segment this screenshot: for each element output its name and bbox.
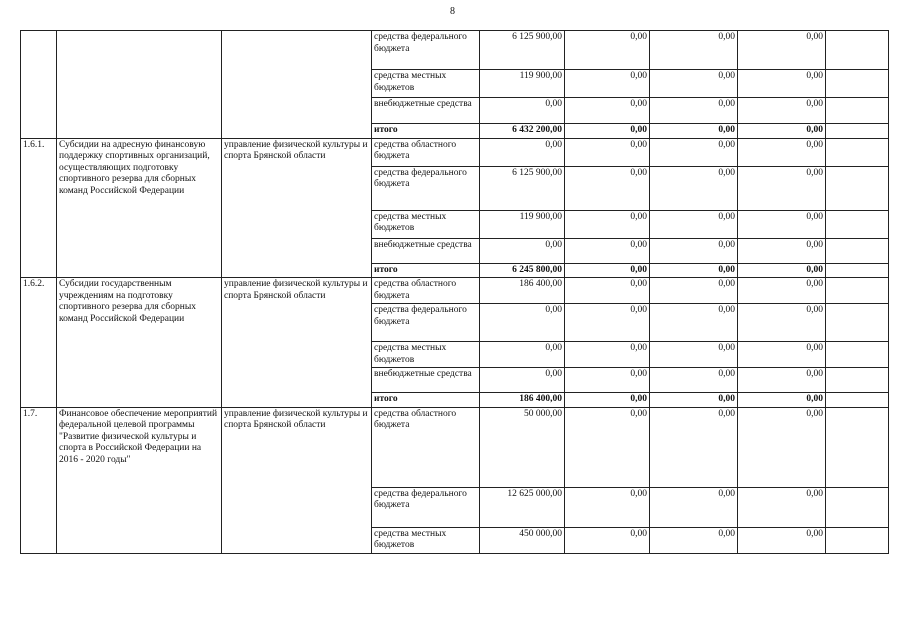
- item-number: 1.6.1.: [21, 138, 57, 278]
- amount-cell: 0,00: [480, 304, 565, 342]
- table-row: [21, 31, 889, 70]
- amount-cell: 6 125 900,00: [480, 166, 565, 210]
- amount-cell: 0,00: [738, 98, 826, 124]
- blank-cell: [826, 210, 889, 238]
- item-number: 1.6.2.: [21, 278, 57, 408]
- blank-cell: [826, 166, 889, 210]
- amount-cell: 450 000,00: [480, 527, 565, 553]
- amount-cell: 0,00: [480, 138, 565, 166]
- amount-cell: 0,00: [650, 210, 738, 238]
- amount-cell: 0,00: [738, 31, 826, 70]
- funding-source: средства федерального бюджета: [372, 304, 480, 342]
- blank-cell: [826, 70, 889, 98]
- amount-cell: 0,00: [480, 98, 565, 124]
- blank-cell: [826, 527, 889, 553]
- amount-cell: 0,00: [565, 407, 650, 487]
- blank-cell: [826, 138, 889, 166]
- amount-cell: 0,00: [480, 368, 565, 393]
- amount-cell: 0,00: [565, 70, 650, 98]
- amount-cell: 0,00: [565, 31, 650, 70]
- amount-cell: 0,00: [650, 368, 738, 393]
- funding-source: средства местных бюджетов: [372, 527, 480, 553]
- blank-cell: [826, 342, 889, 368]
- amount-cell: 0,00: [738, 393, 826, 408]
- blank-cell: [826, 393, 889, 408]
- amount-cell: 0,00: [565, 304, 650, 342]
- blank-cell: [826, 407, 889, 487]
- table-row: [21, 138, 889, 166]
- amount-cell: 0,00: [565, 124, 650, 139]
- amount-cell: 0,00: [565, 138, 650, 166]
- amount-cell: 0,00: [738, 407, 826, 487]
- funding-source: внебюджетные средства: [372, 98, 480, 124]
- funding-source: средства федерального бюджета: [372, 487, 480, 527]
- amount-cell: 6 245 800,00: [480, 263, 565, 278]
- amount-cell: 0,00: [650, 304, 738, 342]
- amount-cell: 0,00: [650, 527, 738, 553]
- item-executor: управление физической культуры и спорта Брянской области: [222, 278, 372, 408]
- amount-cell: 0,00: [565, 278, 650, 304]
- item-executor: [222, 31, 372, 139]
- amount-cell: 0,00: [650, 124, 738, 139]
- amount-cell: 0,00: [738, 210, 826, 238]
- page-number: 8: [450, 6, 455, 17]
- amount-cell: 0,00: [565, 98, 650, 124]
- funding-source: итого: [372, 263, 480, 278]
- blank-cell: [826, 124, 889, 139]
- amount-cell: 0,00: [738, 70, 826, 98]
- amount-cell: 0,00: [650, 70, 738, 98]
- amount-cell: 0,00: [565, 263, 650, 278]
- table-row: [21, 278, 889, 304]
- item-name: Субсидии на адресную финансовую поддержку спортивных организаций, осуществляющих подготовку спортивного резерва для сборных команд Российской Федерации: [57, 138, 222, 278]
- funding-source: средства федерального бюджета: [372, 166, 480, 210]
- amount-cell: 50 000,00: [480, 407, 565, 487]
- amount-cell: 0,00: [738, 238, 826, 263]
- amount-cell: 0,00: [650, 393, 738, 408]
- funding-source: средства местных бюджетов: [372, 210, 480, 238]
- blank-cell: [826, 278, 889, 304]
- amount-cell: 0,00: [565, 527, 650, 553]
- amount-cell: 0,00: [480, 342, 565, 368]
- blank-cell: [826, 487, 889, 527]
- amount-cell: 0,00: [738, 124, 826, 139]
- amount-cell: 0,00: [738, 263, 826, 278]
- amount-cell: 119 900,00: [480, 210, 565, 238]
- blank-cell: [826, 31, 889, 70]
- amount-cell: 0,00: [565, 210, 650, 238]
- funding-source: средства областного бюджета: [372, 407, 480, 487]
- amount-cell: 0,00: [738, 166, 826, 210]
- amount-cell: 0,00: [650, 238, 738, 263]
- amount-cell: 0,00: [650, 278, 738, 304]
- blank-cell: [826, 304, 889, 342]
- amount-cell: 0,00: [738, 304, 826, 342]
- funding-source: средства местных бюджетов: [372, 70, 480, 98]
- amount-cell: 0,00: [650, 487, 738, 527]
- amount-cell: 186 400,00: [480, 278, 565, 304]
- amount-cell: 0,00: [650, 138, 738, 166]
- amount-cell: 0,00: [650, 263, 738, 278]
- amount-cell: 0,00: [738, 487, 826, 527]
- amount-cell: 0,00: [738, 527, 826, 553]
- item-name: [57, 31, 222, 139]
- funding-source: внебюджетные средства: [372, 368, 480, 393]
- amount-cell: 0,00: [650, 407, 738, 487]
- amount-cell: 0,00: [738, 342, 826, 368]
- item-executor: управление физической культуры и спорта Брянской области: [222, 138, 372, 278]
- amount-cell: 119 900,00: [480, 70, 565, 98]
- amount-cell: 0,00: [738, 278, 826, 304]
- item-number: [21, 31, 57, 139]
- budget-table: [20, 30, 889, 554]
- funding-source: итого: [372, 124, 480, 139]
- item-executor: управление физической культуры и спорта Брянской области: [222, 407, 372, 553]
- blank-cell: [826, 368, 889, 393]
- amount-cell: 0,00: [480, 238, 565, 263]
- amount-cell: 0,00: [738, 368, 826, 393]
- funding-source: средства федерального бюджета: [372, 31, 480, 70]
- amount-cell: 0,00: [565, 238, 650, 263]
- amount-cell: 0,00: [650, 166, 738, 210]
- funding-source: внебюджетные средства: [372, 238, 480, 263]
- item-name: Субсидии государственным учреждениям на подготовку спортивного резерва для сборных команд Российской Федерации: [57, 278, 222, 408]
- amount-cell: 0,00: [565, 166, 650, 210]
- funding-source: средства областного бюджета: [372, 278, 480, 304]
- blank-cell: [826, 238, 889, 263]
- funding-source: средства областного бюджета: [372, 138, 480, 166]
- funding-source: средства местных бюджетов: [372, 342, 480, 368]
- amount-cell: 12 625 000,00: [480, 487, 565, 527]
- amount-cell: 186 400,00: [480, 393, 565, 408]
- amount-cell: 0,00: [565, 487, 650, 527]
- item-name: Финансовое обеспечение мероприятий федеральной целевой программы "Развитие физической культуры и спорта в Российской Федерации на 2016 - 2020 годы": [57, 407, 222, 553]
- blank-cell: [826, 263, 889, 278]
- item-number: 1.7.: [21, 407, 57, 553]
- amount-cell: 0,00: [650, 31, 738, 70]
- amount-cell: 0,00: [565, 393, 650, 408]
- amount-cell: 6 125 900,00: [480, 31, 565, 70]
- blank-cell: [826, 98, 889, 124]
- funding-source: итого: [372, 393, 480, 408]
- amount-cell: 0,00: [650, 342, 738, 368]
- amount-cell: 0,00: [650, 98, 738, 124]
- amount-cell: 0,00: [565, 342, 650, 368]
- table-row: [21, 407, 889, 487]
- amount-cell: 6 432 200,00: [480, 124, 565, 139]
- amount-cell: 0,00: [565, 368, 650, 393]
- amount-cell: 0,00: [738, 138, 826, 166]
